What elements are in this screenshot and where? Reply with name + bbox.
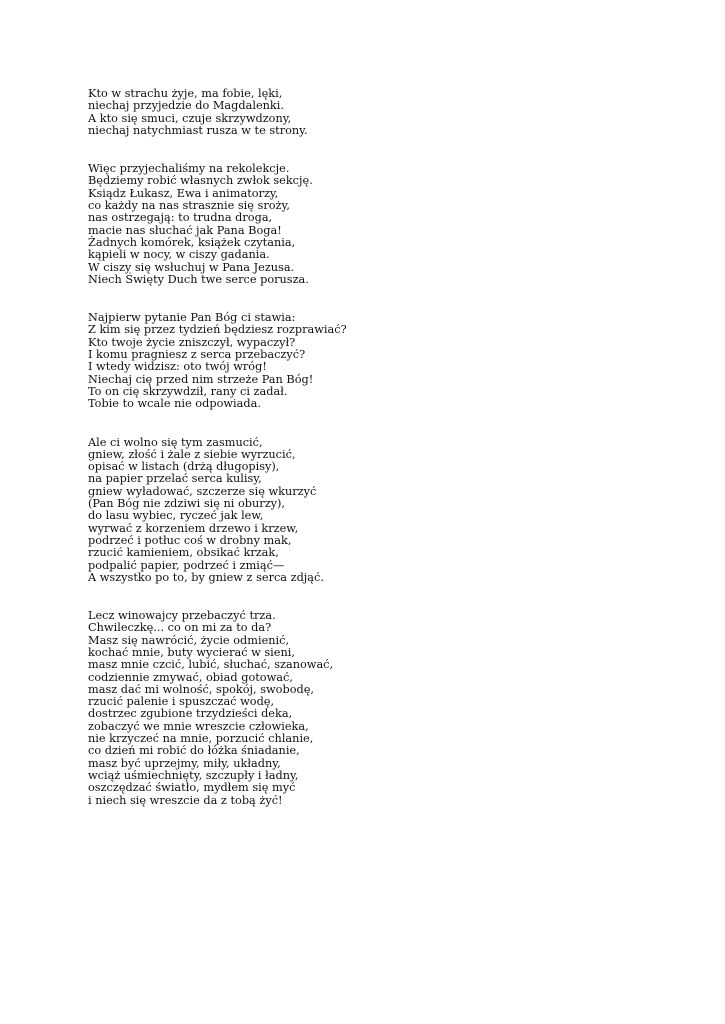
- poem-line: macie nas słuchać jak Pana Boga!: [88, 223, 282, 237]
- poem-line: nie krzyczeć na mnie, porzucić chlanie,: [88, 732, 314, 746]
- poem-line: co każdy na nas strasznie się sroży,: [88, 199, 290, 213]
- poem-line: Chwileczkę... co on mi za to da?: [88, 621, 272, 635]
- poem-line: rzucić kamieniem, obsikać krzak,: [88, 546, 279, 560]
- poem-line: codziennie zmywać, obiad gotować,: [88, 670, 293, 684]
- stanza: [88, 437, 648, 585]
- poem-line: do lasu wybiec, ryczeć jak lew,: [88, 509, 264, 523]
- poem-line: I komu pragniesz z serca przebaczyć?: [88, 348, 306, 362]
- poem-line: A wszystko po to, by gniew z serca zdjąć.: [88, 570, 324, 584]
- poem-line: Lecz winowajcy przebaczyć trza.: [88, 609, 276, 623]
- poem-line: gniew wyładować, szczerze się wkurzyć: [88, 484, 317, 498]
- poem-line: Kto twoje życie zniszczył, wypaczył?: [88, 335, 296, 349]
- poem-line: Tobie to wcale nie odpowiada.: [88, 397, 261, 411]
- poem-line: rzucić palenie i spuszczać wodę,: [88, 695, 275, 709]
- poem-line: W ciszy się wsłuchuj w Pana Jezusa.: [88, 260, 295, 274]
- poem-line: opisać w listach (drżą długopisy),: [88, 460, 280, 474]
- poem-line: co dzień mi robić do łóżka śniadanie,: [88, 744, 300, 758]
- stanza: [88, 88, 648, 137]
- poem-line: dostrzec zgubione trzydzieści deka,: [88, 707, 293, 721]
- poem-line: i niech się wreszcie da z tobą żyć!: [88, 793, 283, 807]
- poem-line: masz mnie czcić, lubić, słuchać, szanować,: [88, 658, 334, 672]
- poem-line: Będziemy robić własnych zwłok sekcję.: [88, 174, 313, 188]
- poem-line: gniew, złość i żale z siebie wyrzucić,: [88, 447, 296, 461]
- poem-line: Więc przyjechaliśmy na rekolekcje.: [88, 162, 290, 176]
- poem-line: niechaj przyjedzie do Magdalenki.: [88, 99, 284, 113]
- poem-line: nas ostrzegają: to trudna droga,: [88, 211, 273, 225]
- poem-line: niechaj natychmiast rusza w te strony.: [88, 123, 308, 137]
- poem-line: Niechaj cię przed nim strzeże Pan Bóg!: [88, 372, 314, 386]
- poem-line: Ale ci wolno się tym zasmucić,: [88, 435, 263, 449]
- poem-line: Ksiądz Łukasz, Ewa i animatorzy,: [88, 186, 279, 200]
- poem-line: Niech Święty Duch twe serce porusza.: [88, 272, 309, 286]
- stanza: [88, 163, 648, 286]
- poem-line: na papier przelać serca kulisy,: [88, 472, 262, 486]
- poem-line: Żadnych komórek, książek czytania,: [88, 235, 296, 249]
- stanza: [88, 610, 648, 807]
- poem-line: (Pan Bóg nie zdziwi się ni oburzy),: [88, 497, 286, 511]
- poem-line: Najpierw pytanie Pan Bóg ci stawia:: [88, 311, 296, 325]
- stanza: [88, 312, 648, 410]
- poem-body: [88, 88, 648, 807]
- poem-line: masz dać mi wolność, spokój, swobodę,: [88, 682, 315, 696]
- poem-line: Masz się nawrócić, życie odmienić,: [88, 633, 290, 647]
- poem-line: wciąż uśmiechnięty, szczupły i ładny,: [88, 768, 299, 782]
- poem-line: To on cię skrzywdził, rany ci zadał.: [88, 384, 288, 398]
- poem-line: kochać mnie, buty wycierać w sieni,: [88, 645, 295, 659]
- poem-line: zobaczyć we mnie wreszcie człowieka,: [88, 719, 309, 733]
- poem-line: Kto w strachu żyje, ma fobie, lęki,: [88, 87, 283, 100]
- poem-line: podrzeć i potłuc coś w drobny mak,: [88, 533, 292, 547]
- poem-line: masz być uprzejmy, miły, układny,: [88, 756, 281, 770]
- poem-line: kąpieli w nocy, w ciszy gadania.: [88, 248, 270, 262]
- poem-line: podpalić papier, podrzeć i zmiąć—: [88, 558, 285, 572]
- poem-line: A kto się smuci, czuje skrzywdzony,: [88, 111, 292, 125]
- poem-line: oszczędzać światło, mydłem się myć: [88, 781, 296, 795]
- poem-line: I wtedy widzisz: oto twój wróg!: [88, 360, 267, 374]
- poem-line: Z kim się przez tydzień będziesz rozprawiać?: [88, 323, 347, 337]
- poem-line: wyrwać z korzeniem drzewo i krzew,: [88, 521, 299, 535]
